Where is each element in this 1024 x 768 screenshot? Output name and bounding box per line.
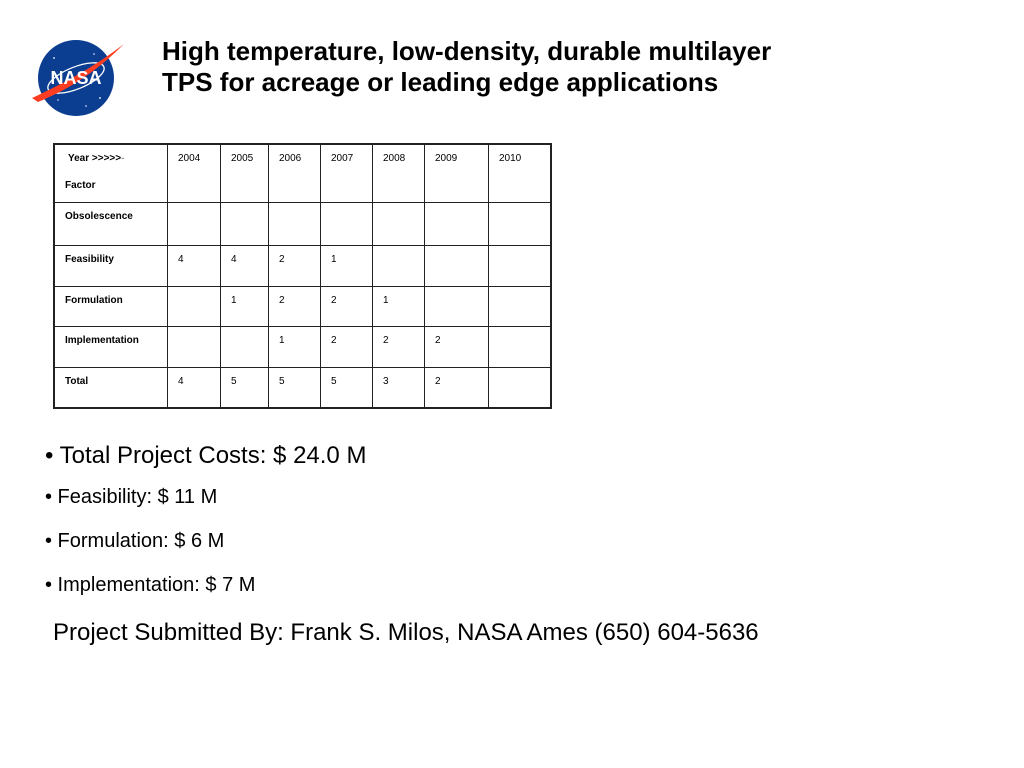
table-corner-cell xyxy=(54,144,168,202)
table-cell: 5 xyxy=(221,367,269,408)
schedule-table xyxy=(53,143,552,409)
table-header-row xyxy=(54,144,551,202)
table-cell: 1 xyxy=(321,245,373,286)
schedule-table-container xyxy=(53,143,552,409)
table-cell xyxy=(373,245,425,286)
table-cell xyxy=(425,286,489,326)
table-row xyxy=(54,286,551,326)
nasa-logo-text: NASA xyxy=(50,68,102,88)
year-header-2005: 2005 xyxy=(221,144,269,202)
table-cell: 2 xyxy=(425,367,489,408)
table-cell xyxy=(168,286,221,326)
factor-label: Total xyxy=(54,367,168,408)
table-row-total xyxy=(54,367,551,408)
table-cell: 4 xyxy=(168,245,221,286)
table-cell xyxy=(489,326,552,367)
table-cell xyxy=(269,202,321,245)
table-cell xyxy=(425,245,489,286)
year-header-2008: 2008 xyxy=(373,144,425,202)
factor-label: Feasibility xyxy=(54,245,168,286)
total-cost-bullet: • Total Project Costs: $ 24.0 M xyxy=(45,442,367,469)
table-cell: 1 xyxy=(221,286,269,326)
year-header-2007: 2007 xyxy=(321,144,373,202)
year-header-2009: 2009 xyxy=(425,144,489,202)
year-header-2006: 2006 xyxy=(269,144,321,202)
table-row xyxy=(54,326,551,367)
slide-title: High temperature, low-density, durable multilayer TPS for acreage or leading edge applications xyxy=(162,36,772,97)
table-row xyxy=(54,202,551,245)
cost-bullet-list xyxy=(45,440,366,599)
table-cell xyxy=(168,326,221,367)
submitted-by-line: Project Submitted By: Frank S. Milos, NASA Ames (650) 604-5636 xyxy=(53,619,759,646)
table-cell: 1 xyxy=(269,326,321,367)
formulation-cost-bullet: • Formulation: $ 6 M xyxy=(45,530,225,552)
table-cell xyxy=(425,202,489,245)
table-cell: 4 xyxy=(168,367,221,408)
table-row xyxy=(54,245,551,286)
factor-axis-label: Factor xyxy=(65,180,96,191)
table-cell xyxy=(373,202,425,245)
table-cell: 5 xyxy=(269,367,321,408)
table-cell xyxy=(221,202,269,245)
year-header-2004: 2004 xyxy=(168,144,221,202)
factor-label: Formulation xyxy=(54,286,168,326)
table-cell: 2 xyxy=(321,326,373,367)
table-cell xyxy=(168,202,221,245)
table-cell: 4 xyxy=(221,245,269,286)
feasibility-cost-bullet: • Feasibility: $ 11 M xyxy=(45,486,218,508)
table-cell: 3 xyxy=(373,367,425,408)
implementation-cost-bullet: • Implementation: $ 7 M xyxy=(45,574,256,596)
table-cell: 2 xyxy=(269,245,321,286)
year-axis-label: Year >>>>>- xyxy=(68,153,125,164)
table-cell: 1 xyxy=(373,286,425,326)
factor-label: Implementation xyxy=(54,326,168,367)
year-header-2010: 2010 xyxy=(489,144,552,202)
table-cell xyxy=(489,286,552,326)
table-cell: 5 xyxy=(321,367,373,408)
nasa-logo-icon xyxy=(28,36,128,120)
table-cell xyxy=(489,245,552,286)
table-cell: 2 xyxy=(321,286,373,326)
table-cell xyxy=(321,202,373,245)
table-cell: 2 xyxy=(425,326,489,367)
table-cell xyxy=(489,202,552,245)
table-cell: 2 xyxy=(269,286,321,326)
table-cell xyxy=(489,367,552,408)
table-cell: 2 xyxy=(373,326,425,367)
table-cell xyxy=(221,326,269,367)
factor-label: Obsolescence xyxy=(54,202,168,245)
